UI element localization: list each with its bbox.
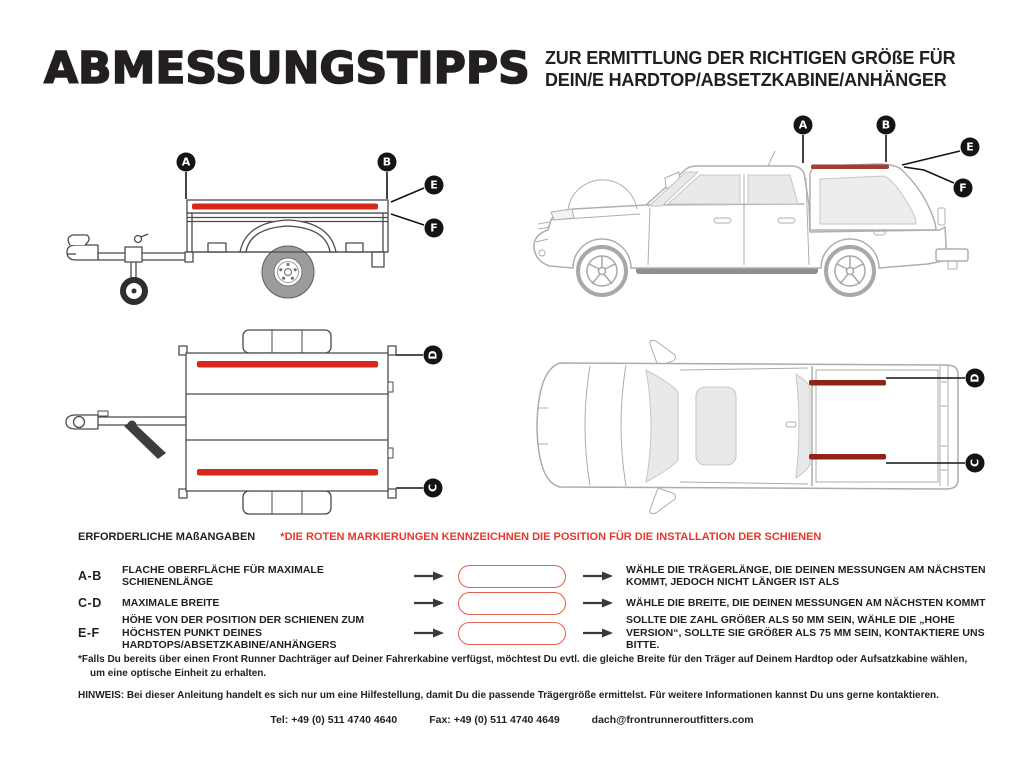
marker-e-badge: E (966, 140, 974, 154)
measurement-input-ab[interactable] (458, 565, 566, 588)
footnote (78, 653, 994, 680)
subtitle-line-2: DEIN/E HARDTOP/ABSETZKABINE/ANHÄNGER (545, 69, 947, 90)
red-markings-note: *DIE ROTEN MARKIERUNGEN KENNZEICHNEN DIE POSITION FÜR DIE INSTALLATION DER SCHIENEN (280, 531, 822, 543)
row-note: SOLLTE DIE ZAHL GRÖßER ALS 50 MM SEIN, WÄHLE DIE „HOHE VERSION“, SOLLTE SIE GRÖßER ALS 75 MM SEIN, KONTAKTIERE UNS BITTE. (626, 614, 985, 652)
page-title: ABMESSUNGSTIPPS (44, 43, 530, 94)
diagram-trailer-top-view (40, 322, 460, 522)
footnote-line-2: um eine optische Einheit zu erhalten. (90, 667, 267, 679)
diagram-trailer-side-view (40, 128, 460, 323)
marker-a-badge: A (798, 118, 808, 132)
measurement-row-ef (78, 613, 992, 653)
contact-tel: Tel: +49 (0) 511 4740 4640 (270, 714, 398, 726)
marker-a-badge: A (181, 155, 191, 169)
marker-d-badge: D (426, 350, 440, 360)
rail-position-marking-red (811, 165, 889, 170)
row-id: C-D (78, 596, 102, 610)
hinweis-note: HINWEIS: Bei dieser Anleitung handelt es sich nur um eine Hilfestellung, damit Du die passende Trägergröße ermittelst. Für weitere Informationen kannst Du uns gerne kontaktieren. (78, 690, 939, 701)
contact-bar (0, 714, 1024, 726)
row-label: FLACHE OBERFLÄCHE FÜR MAXIMALE SCHIENENLÄNGE (122, 563, 324, 588)
contact-email: dach@frontrunneroutfitters.com (591, 714, 754, 726)
truck-top-body (537, 340, 958, 513)
measurement-input-ef[interactable] (458, 622, 566, 645)
required-measurements-heading: ERFORDERLICHE MAßANGABEN (78, 531, 256, 543)
footnote-line-1: *Falls Du bereits über einen Front Runner Dachträger auf Deiner Fahrerkabine verfügst, möchtest Du evtl. die gleiche Breite für den Träger auf Deinem Hardtop oder Aufsatzkabine wählen, (78, 654, 968, 665)
row-note: WÄHLE DIE BREITE, DIE DEINEN MESSUNGEN AM NÄCHSTEN KOMMT (626, 596, 986, 609)
marker-c-badge: C (968, 458, 982, 468)
leader-lines (396, 355, 423, 488)
arrow-right-icon (583, 628, 613, 638)
row-id: E-F (78, 626, 100, 640)
marker-f-badge: F (430, 221, 438, 235)
arrow-right-icon (583, 571, 613, 581)
trailer-wheel (262, 246, 314, 298)
truck-hardtop (810, 164, 936, 230)
measurement-row-ab (78, 561, 992, 591)
rail-position-marking-red (809, 380, 886, 386)
marker-badges (966, 369, 985, 473)
diagram-truck-top-view (528, 330, 993, 525)
arrow-right-icon (414, 628, 444, 638)
contact-fax: Fax: +49 (0) 511 4740 4649 (429, 714, 560, 726)
arrow-right-icon (583, 598, 613, 608)
row-label: MAXIMALE BREITE (122, 596, 220, 609)
marker-badges (424, 346, 443, 498)
rail-position-marking-red (197, 361, 378, 368)
row-note: WÄHLE DIE TRÄGERLÄNGE, DIE DEINEN MESSUNGEN AM NÄCHSTEN KOMMT, JEDOCH NICHT LÄNGER IST ALS (626, 563, 986, 588)
trailer-top-drawing (66, 330, 396, 514)
marker-f-badge: F (959, 181, 967, 195)
arrow-right-icon (414, 571, 444, 581)
rail-position-marking-red (192, 204, 378, 210)
marker-c-badge: C (426, 483, 440, 493)
marker-b-badge: B (881, 118, 891, 132)
row-label: HÖHE VON DER POSITION DER SCHIENEN ZUM HÖCHSTEN PUNKT DEINES HARDTOPS/ABSETZKABINE/ANHÄNGERS (122, 614, 365, 652)
measurement-input-cd[interactable] (458, 592, 566, 615)
rail-position-marking-red (809, 454, 886, 460)
marker-b-badge: B (382, 155, 392, 169)
trailer-side-drawing (67, 213, 388, 302)
row-id: A-B (78, 569, 102, 583)
page-subtitle (545, 48, 995, 91)
subtitle-line-1: ZUR ERMITTLUNG DER RICHTIGEN GRÖßE FÜR (545, 48, 956, 68)
arrow-right-icon (414, 598, 444, 608)
diagram-truck-side-view (528, 108, 993, 313)
rail-position-marking-red (197, 469, 378, 476)
marker-e-badge: E (430, 178, 438, 192)
measurements-header (78, 531, 821, 543)
marker-d-badge: D (968, 373, 982, 383)
